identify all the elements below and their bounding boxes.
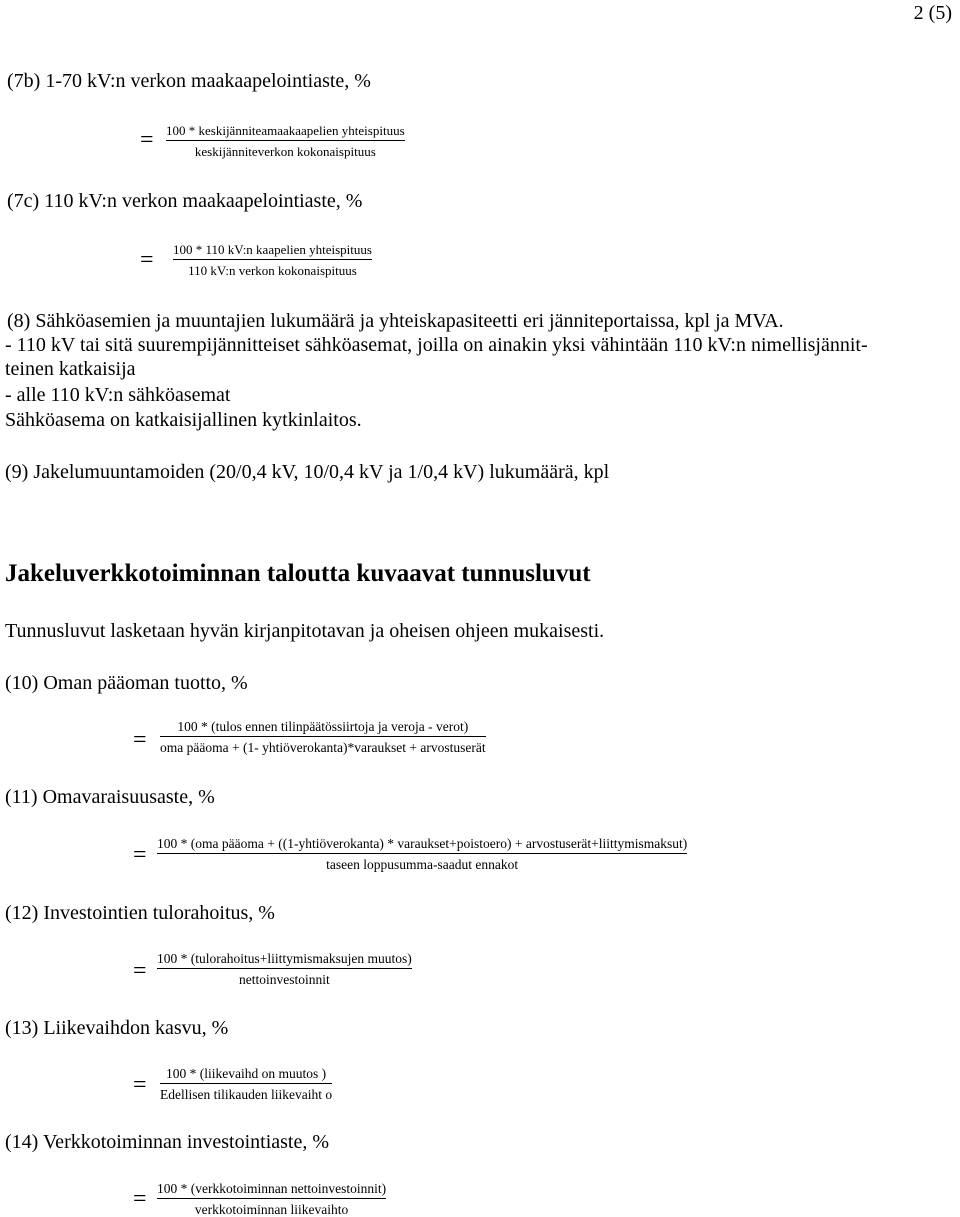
s8-line-4: Sähköasema on katkaisijallinen kytkinlaitos. (5, 409, 362, 431)
formula-7b (166, 123, 405, 159)
heading-13: (13) Liikevaihdon kasvu, % (5, 1017, 229, 1039)
page-number: 2 (5) (913, 2, 952, 24)
numerator-13: 100 * (liikevaihd on muutos ) (160, 1066, 332, 1084)
intro-text: Tunnusluvut lasketaan hyvän kirjanpitotavan ja oheisen ohjeen mukaisesti. (5, 620, 605, 642)
denominator-7b: keskijänniteverkon kokonaispituus (194, 144, 376, 159)
heading-11: (11) Omavaraisuusaste, % (5, 786, 215, 808)
equals-sign-10: = (133, 727, 147, 753)
equals-sign-14: = (133, 1186, 147, 1212)
equals-sign-7b: = (140, 127, 154, 153)
denominator-10: oma pääoma + (1- yhtiöverokanta)*varaukset + arvostuserät (160, 740, 486, 755)
numerator-10: 100 * (tulos ennen tilinpäätössiirtoja ja veroja - verot) (160, 719, 486, 737)
s8-line-2: teinen katkaisija (5, 358, 136, 380)
denominator-11: taseen loppusumma-saadut ennakot (326, 857, 519, 872)
numerator-7c: 100 * 110 kV:n kaapelien yhteispituus (173, 242, 372, 260)
equals-sign-12: = (133, 958, 147, 984)
numerator-7b: 100 * keskijänniteamaakaapelien yhteispituus (166, 123, 405, 141)
formula-12 (157, 951, 412, 987)
formula-11 (157, 836, 687, 872)
section-title: Jakeluverkkotoiminnan taloutta kuvaavat tunnusluvut (5, 560, 591, 587)
heading-7b: (7b) 1-70 kV:n verkon maakaapelointiaste, % (7, 70, 371, 92)
formula-13 (160, 1066, 332, 1102)
equals-sign-7c: = (140, 247, 154, 273)
heading-10: (10) Oman pääoman tuotto, % (5, 672, 248, 694)
equals-sign-11: = (133, 842, 147, 868)
s8-line-1: - 110 kV tai sitä suurempijännitteiset sähköasemat, joilla on ainakin yksi vähintään 110 kV:n nimellisjännit- (5, 334, 868, 356)
s8-line-3: - alle 110 kV:n sähköasemat (5, 384, 231, 406)
heading-12: (12) Investointien tulorahoitus, % (5, 902, 275, 924)
numerator-11: 100 * (oma pääoma + ((1-yhtiöverokanta) * varaukset+poistoero) + arvostuserät+liittymismaksut) (157, 836, 687, 854)
formula-14 (157, 1181, 386, 1217)
heading-7c: (7c) 110 kV:n verkon maakaapelointiaste, % (7, 190, 363, 212)
denominator-13: Edellisen tilikauden liikevaiht o (160, 1087, 333, 1102)
formula-10 (160, 719, 486, 755)
heading-14: (14) Verkkotoiminnan investointiaste, % (5, 1131, 330, 1153)
heading-8: (8) Sähköasemien ja muuntajien lukumäärä ja yhteiskapasiteetti eri jänniteportaissa, kpl ja MVA. (7, 310, 784, 332)
numerator-14: 100 * (verkkotoiminnan nettoinvestoinnit) (157, 1181, 386, 1199)
numerator-12: 100 * (tulorahoitus+liittymismaksujen muutos) (157, 951, 412, 969)
heading-9: (9) Jakelumuuntamoiden (20/0,4 kV, 10/0,4 kV ja 1/0,4 kV) lukumäärä, kpl (5, 461, 610, 483)
formula-7c (173, 242, 372, 278)
denominator-12: nettoinvestoinnit (238, 972, 330, 987)
denominator-7c: 110 kV:n verkon kokonaispituus (188, 263, 357, 278)
denominator-14: verkkotoiminnan liikevaihto (194, 1202, 349, 1217)
equals-sign-13: = (133, 1072, 147, 1098)
